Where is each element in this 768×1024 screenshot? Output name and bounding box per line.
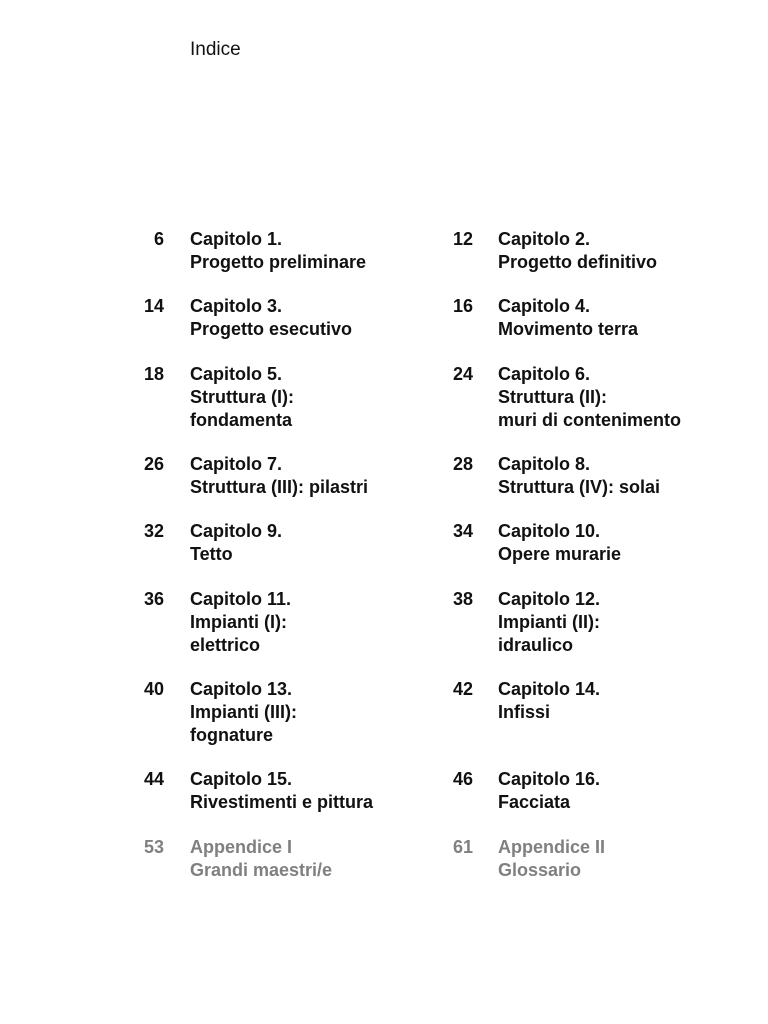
toc-entry-label: Capitolo 9. (190, 521, 283, 541)
toc-entry-label: Capitolo 7. (190, 454, 283, 474)
toc-row (0, 363, 768, 453)
toc-entry-capitolo-11[interactable] (190, 588, 291, 657)
toc-page-number: 6 (153, 229, 164, 249)
toc-entry-label: Capitolo 10. (498, 521, 601, 541)
toc-page-number: 61 (452, 837, 473, 857)
toc-entry-label: Capitolo 1. (190, 229, 283, 249)
toc-entry-title: Infissi (498, 702, 551, 722)
toc-entry-label: Capitolo 14. (498, 679, 601, 699)
toc-entry-capitolo-14[interactable] (498, 678, 600, 724)
toc-entry-subtitle: muri di contenimento (498, 410, 682, 430)
toc-page-number: 42 (452, 679, 473, 699)
toc-page-number: 36 (143, 589, 164, 609)
toc-page-number: 26 (143, 454, 164, 474)
toc-page-number: 28 (452, 454, 473, 474)
toc-entry-capitolo-12[interactable] (498, 588, 600, 657)
toc-entry-label: Capitolo 6. (498, 364, 591, 384)
toc-page-number: 53 (143, 837, 164, 857)
toc-row (0, 836, 768, 896)
toc-entry-capitolo-8[interactable] (498, 453, 660, 499)
toc-entry-title: Impianti (I): (190, 612, 287, 632)
toc-entry-capitolo-13[interactable] (190, 678, 297, 747)
toc-page-number: 40 (143, 679, 164, 699)
toc-entry-title: Facciata (498, 792, 571, 812)
toc-entry-title: Progetto esecutivo (190, 319, 353, 339)
toc-page-number: 46 (452, 769, 473, 789)
toc-page-number: 12 (452, 229, 473, 249)
toc-entry-subtitle: fondamenta (190, 410, 293, 430)
toc-page-number: 34 (452, 521, 473, 541)
toc-entry-capitolo-4[interactable] (498, 295, 638, 341)
toc-entry-capitolo-5[interactable] (190, 363, 294, 432)
toc-page-number: 32 (143, 521, 164, 541)
toc-entry-capitolo-10[interactable] (498, 520, 621, 566)
toc-row (0, 295, 768, 363)
toc-entry-title: Glossario (498, 860, 582, 880)
toc-entry-capitolo-7[interactable] (190, 453, 368, 499)
toc-entry-title: Impianti (III): (190, 702, 297, 722)
toc-entry-title: Struttura (II): (498, 387, 607, 407)
toc-page-number: 38 (452, 589, 473, 609)
toc-entry-capitolo-15[interactable] (190, 768, 373, 814)
toc-entry-title: Rivestimenti e pittura (190, 792, 374, 812)
toc-entry-capitolo-9[interactable] (190, 520, 282, 566)
table-of-contents (0, 228, 768, 896)
toc-entry-label: Capitolo 8. (498, 454, 591, 474)
toc-entry-appendice-2[interactable] (498, 836, 605, 882)
toc-entry-title: Struttura (III): pilastri (190, 477, 369, 497)
toc-row (0, 588, 768, 678)
toc-entry-label: Capitolo 11. (190, 589, 292, 609)
toc-entry-title: Progetto preliminare (190, 252, 367, 272)
toc-row (0, 228, 768, 295)
toc-entry-title: Impianti (II): (498, 612, 600, 632)
toc-entry-title: Progetto definitivo (498, 252, 657, 272)
toc-entry-capitolo-16[interactable] (498, 768, 600, 814)
toc-entry-title: Grandi maestri/e (190, 860, 333, 880)
toc-entry-capitolo-6[interactable] (498, 363, 681, 432)
toc-entry-title: Struttura (IV): solai (498, 477, 661, 497)
toc-row (0, 768, 768, 836)
toc-entry-label: Capitolo 16. (498, 769, 601, 789)
toc-entry-title: Movimento terra (498, 319, 639, 339)
toc-page-number: 16 (452, 296, 473, 316)
toc-page-number: 44 (143, 769, 164, 789)
toc-entry-appendice-1[interactable] (190, 836, 332, 882)
toc-entry-capitolo-2[interactable] (498, 228, 657, 274)
toc-entry-label: Capitolo 13. (190, 679, 293, 699)
toc-entry-subtitle: elettrico (190, 635, 261, 655)
toc-row (0, 520, 768, 588)
toc-page-number: 18 (143, 364, 164, 384)
toc-page-number: 24 (452, 364, 473, 384)
toc-entry-label: Appendice II (498, 837, 606, 857)
toc-entry-subtitle: fognature (190, 725, 273, 745)
toc-entry-capitolo-1[interactable] (190, 228, 366, 274)
toc-page-number: 14 (143, 296, 164, 316)
page-title: Indice (190, 39, 241, 60)
toc-entry-label: Capitolo 12. (498, 589, 601, 609)
toc-entry-title: Tetto (190, 544, 233, 564)
toc-row (0, 453, 768, 520)
toc-entry-title: Struttura (I): (190, 387, 294, 407)
toc-entry-label: Capitolo 15. (190, 769, 293, 789)
toc-entry-label: Appendice I (190, 837, 293, 857)
toc-row (0, 678, 768, 768)
toc-entry-title: Opere murarie (498, 544, 622, 564)
toc-entry-label: Capitolo 2. (498, 229, 591, 249)
toc-entry-subtitle: idraulico (498, 635, 574, 655)
toc-entry-label: Capitolo 5. (190, 364, 283, 384)
toc-entry-capitolo-3[interactable] (190, 295, 352, 341)
toc-entry-label: Capitolo 4. (498, 296, 591, 316)
toc-entry-label: Capitolo 3. (190, 296, 283, 316)
